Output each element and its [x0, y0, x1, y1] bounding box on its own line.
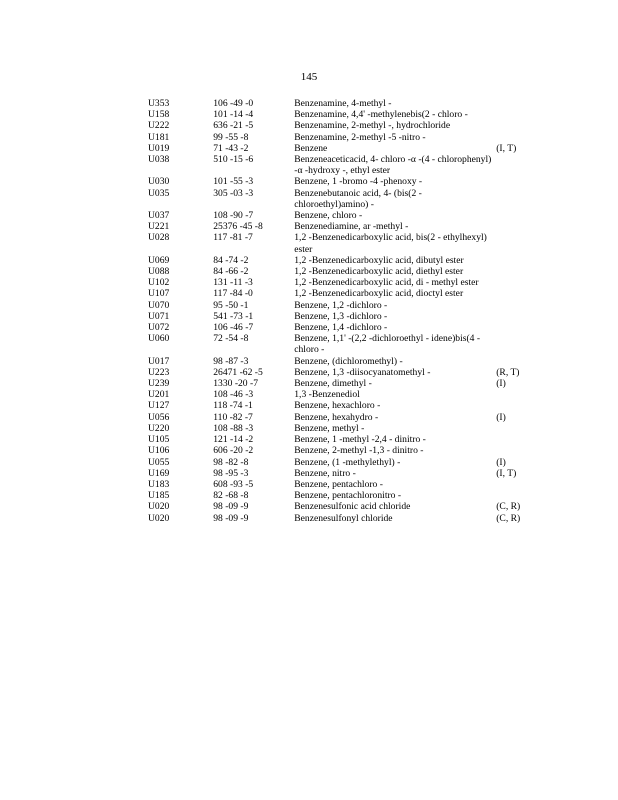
waste-code-cell: U239 — [148, 378, 170, 390]
table-row — [148, 501, 524, 512]
substance-name-cell: Benzene, pentachloro - — [294, 478, 383, 490]
cas-number-cell: 108 -88 -3 — [213, 422, 254, 434]
hazard-code-cell — [496, 232, 524, 254]
cas-number-cell: 117 -81 -7 — [213, 232, 253, 244]
table-row — [148, 400, 524, 411]
table-row — [148, 322, 524, 333]
hazard-code-cell — [496, 154, 524, 176]
cas-number-cell: 82 -68 -8 — [213, 490, 249, 502]
waste-code-cell: U072 — [148, 322, 170, 334]
hazard-code-cell — [496, 188, 524, 210]
hazard-code-cell: (I, T) — [496, 142, 517, 154]
table-row — [148, 221, 524, 232]
waste-code-cell: U221 — [148, 221, 170, 233]
cas-number-cell: 541 -73 -1 — [213, 310, 254, 322]
cas-number-cell: 608 -93 -5 — [213, 478, 254, 490]
cas-number-cell: 84 -66 -2 — [213, 266, 249, 278]
cas-number-cell: 121 -14 -2 — [213, 434, 254, 446]
waste-code-cell: U105 — [148, 434, 170, 446]
substance-name-cell: Benzene, hexahydro - — [294, 411, 379, 423]
hazard-code-cell — [496, 322, 524, 333]
hazardous-waste-table — [148, 98, 524, 524]
table-row — [148, 188, 524, 210]
table-row — [148, 154, 524, 176]
substance-name-cell: Benzenamine, 4-methyl - — [294, 98, 392, 109]
waste-code-cell: U056 — [148, 411, 170, 423]
cas-number-cell: 99 -55 -8 — [213, 131, 249, 143]
waste-code-cell: U106 — [148, 445, 170, 457]
hazard-code-cell — [496, 445, 524, 456]
waste-code-cell: U028 — [148, 232, 170, 244]
table-row — [148, 120, 524, 131]
hazard-code-cell — [496, 266, 524, 277]
waste-code-cell: U030 — [148, 176, 170, 188]
hazard-code-cell — [496, 479, 524, 490]
table-row — [148, 445, 524, 456]
table-row — [148, 434, 524, 445]
table-row — [148, 210, 524, 221]
hazard-code-cell — [496, 300, 524, 311]
waste-code-cell: U102 — [148, 277, 170, 289]
cas-number-cell: 72 -54 -8 — [213, 333, 249, 345]
substance-name-cell: Benzenamine, 2-methyl -, hydrochloride — [294, 120, 451, 132]
hazard-code-cell: (I) — [496, 411, 506, 423]
table-row — [148, 479, 524, 490]
hazard-code-cell — [496, 120, 524, 131]
waste-code-cell: U037 — [148, 210, 170, 222]
waste-code-cell: U158 — [148, 109, 170, 121]
substance-name-cell: Benzene, 1 -methyl -2,4 - dinitro - — [294, 434, 426, 446]
waste-code-cell: U060 — [148, 333, 170, 345]
cas-number-cell: 98 -87 -3 — [213, 355, 249, 367]
waste-code-cell: U107 — [148, 288, 170, 300]
hazard-code-cell — [496, 311, 524, 322]
substance-name-cell: Benzene, hexachloro - — [294, 400, 381, 412]
hazard-code-cell — [496, 389, 524, 400]
substance-name-cell: 1,2 -Benzenedicarboxylic acid, di - methyl ester — [294, 277, 479, 289]
page-number: 145 — [300, 71, 318, 83]
table-row — [148, 143, 524, 154]
waste-code-cell: U353 — [148, 98, 170, 109]
substance-name-cell: Benzenediamine, ar -methyl - — [294, 221, 409, 233]
table-row — [148, 311, 524, 322]
substance-name-cell: Benzene, dimethyl - — [294, 378, 372, 390]
table-row — [148, 176, 524, 187]
substance-name-cell: Benzenesulfonic acid chloride — [294, 501, 411, 513]
substance-name-cell: 1,2 -Benzenedicarboxylic acid, bis(2 - ethylhexyl) ester — [294, 232, 487, 255]
table-row — [148, 266, 524, 277]
table-row — [148, 333, 524, 355]
cas-number-cell: 98 -09 -9 — [213, 512, 249, 524]
substance-name-cell: Benzene, 1,4 -dichloro - — [294, 322, 388, 334]
waste-code-cell: U223 — [148, 366, 170, 378]
cas-number-cell: 95 -50 -1 — [213, 299, 249, 311]
hazard-code-cell — [496, 255, 524, 266]
cas-number-cell: 110 -82 -7 — [213, 411, 253, 423]
waste-code-cell: U019 — [148, 142, 170, 154]
waste-code-cell: U183 — [148, 478, 170, 490]
table-row — [148, 277, 524, 288]
cas-number-cell: 108 -46 -3 — [213, 389, 254, 401]
cas-number-cell: 71 -43 -2 — [213, 142, 249, 154]
waste-code-cell: U055 — [148, 456, 170, 468]
hazard-code-cell — [496, 210, 524, 221]
hazard-code-cell: (C, R) — [496, 501, 521, 513]
hazard-code-cell — [496, 221, 524, 232]
substance-name-cell: 1,2 -Benzenedicarboxylic acid, dibutyl ester — [294, 254, 464, 266]
hazard-code-cell: (C, R) — [496, 512, 521, 524]
table-row — [148, 356, 524, 367]
cas-number-cell: 25376 -45 -8 — [213, 221, 263, 233]
substance-name-cell: Benzenebutanoic acid, 4- (bis(2 - chloroethyl)amino) - — [294, 187, 422, 210]
table-row — [148, 490, 524, 501]
table-row — [148, 457, 524, 468]
hazard-code-cell — [496, 132, 524, 143]
substance-name-cell: Benzene, 1,1' -(2,2 -dichloroethyl - idene)bis(4 -chloro - — [294, 333, 481, 356]
cas-number-cell: 510 -15 -6 — [213, 154, 254, 166]
table-row — [148, 98, 524, 109]
table-row — [148, 300, 524, 311]
cas-number-cell: 606 -20 -2 — [213, 445, 254, 457]
table-row — [148, 232, 524, 254]
table-row — [148, 288, 524, 299]
hazard-code-cell: (R, T) — [496, 366, 520, 378]
waste-table-body — [148, 98, 524, 524]
cas-number-cell: 98 -09 -9 — [213, 501, 249, 513]
substance-name-cell: Benzene, 1,2 -dichloro - — [294, 299, 388, 311]
hazard-code-cell — [496, 109, 524, 120]
cas-number-cell: 98 -82 -8 — [213, 456, 249, 468]
cas-number-cell: 118 -74 -1 — [213, 400, 253, 412]
hazard-code-cell — [496, 333, 524, 355]
waste-code-cell: U020 — [148, 512, 170, 524]
waste-code-cell: U071 — [148, 310, 170, 322]
substance-name-cell: Benzene — [294, 142, 328, 154]
table-row — [148, 132, 524, 143]
waste-code-cell: U070 — [148, 299, 170, 311]
substance-name-cell: Benzene, nitro - — [294, 467, 356, 479]
hazard-code-cell: (I, T) — [496, 467, 517, 479]
substance-name-cell: Benzene, 1,3 -diisocyanatomethyl - — [294, 366, 431, 378]
table-row — [148, 412, 524, 423]
substance-name-cell: Benzene, chloro - — [294, 210, 363, 222]
table-row — [148, 513, 524, 524]
table-row — [148, 423, 524, 434]
cas-number-cell: 1330 -20 -7 — [213, 378, 258, 390]
substance-name-cell: Benzene, (1 -methylethyl) - — [294, 456, 401, 468]
substance-name-cell: Benzene, pentachloronitro - — [294, 490, 402, 502]
hazard-code-cell — [496, 288, 524, 299]
substance-name-cell: 1,2 -Benzenedicarboxylic acid, diethyl ester — [294, 266, 464, 278]
waste-code-cell: U088 — [148, 266, 170, 278]
hazard-code-cell — [496, 277, 524, 288]
waste-code-cell: U017 — [148, 355, 170, 367]
hazard-code-cell: (I) — [496, 456, 506, 468]
waste-code-cell: U169 — [148, 467, 170, 479]
waste-code-cell: U020 — [148, 501, 170, 513]
waste-code-cell: U185 — [148, 490, 170, 502]
cas-number-cell: 636 -21 -5 — [213, 120, 254, 132]
hazard-code-cell — [496, 400, 524, 411]
table-row — [148, 378, 524, 389]
hazard-code-cell — [496, 490, 524, 501]
cas-number-cell: 117 -84 -0 — [213, 288, 253, 300]
waste-code-cell: U222 — [148, 120, 170, 132]
substance-name-cell: Benzene, 2-methyl -1,3 - dinitro - — [294, 445, 424, 457]
waste-code-cell: U035 — [148, 187, 170, 199]
table-row — [148, 367, 524, 378]
table-row — [148, 109, 524, 120]
cas-number-cell: 106 -49 -0 — [213, 98, 254, 109]
substance-name-cell: 1,2 -Benzenedicarboxylic acid, dioctyl ester — [294, 288, 464, 300]
cas-number-cell: 305 -03 -3 — [213, 187, 254, 199]
substance-name-cell: Benzene, methyl - — [294, 422, 365, 434]
cas-number-cell: 106 -46 -7 — [213, 322, 254, 334]
table-row — [148, 468, 524, 479]
substance-name-cell: Benzenamine, 4,4' -methylenebis(2 - chloro - — [294, 109, 468, 121]
substance-name-cell: Benzene, (dichloromethyl) - — [294, 355, 403, 367]
cas-number-cell: 84 -74 -2 — [213, 254, 249, 266]
substance-name-cell: Benzenesulfonyl chloride — [294, 512, 393, 524]
waste-code-cell: U127 — [148, 400, 170, 412]
substance-name-cell: 1,3 -Benzenediol — [294, 389, 360, 401]
waste-code-cell: U181 — [148, 131, 170, 143]
table-row — [148, 255, 524, 266]
cas-number-cell: 101 -55 -3 — [213, 176, 254, 188]
hazard-code-cell — [496, 423, 524, 434]
hazard-code-cell — [496, 98, 524, 109]
cas-number-cell: 26471 -62 -5 — [213, 366, 263, 378]
hazard-code-cell — [496, 434, 524, 445]
waste-code-cell: U069 — [148, 254, 170, 266]
substance-name-cell: Benzene, 1 -bromo -4 -phenoxy - — [294, 176, 423, 188]
substance-name-cell: Benzene, 1,3 -dichloro - — [294, 310, 388, 322]
table-row — [148, 389, 524, 400]
waste-code-cell: U201 — [148, 389, 170, 401]
cas-number-cell: 101 -14 -4 — [213, 109, 254, 121]
waste-code-cell: U220 — [148, 422, 170, 434]
cas-number-cell: 98 -95 -3 — [213, 467, 249, 479]
hazard-code-cell — [496, 176, 524, 187]
hazard-code-cell — [496, 356, 524, 367]
cas-number-cell: 108 -90 -7 — [213, 210, 254, 222]
hazard-code-cell: (I) — [496, 378, 506, 390]
cas-number-cell: 131 -11 -3 — [213, 277, 253, 289]
waste-code-cell: U038 — [148, 154, 170, 166]
substance-name-cell: Benzeneaceticacid, 4- chloro -α -(4 - chlorophenyl) -α -hydroxy -, ethyl ester — [294, 154, 492, 177]
substance-name-cell: Benzenamine, 2-methyl -5 -nitro - — [294, 131, 426, 143]
